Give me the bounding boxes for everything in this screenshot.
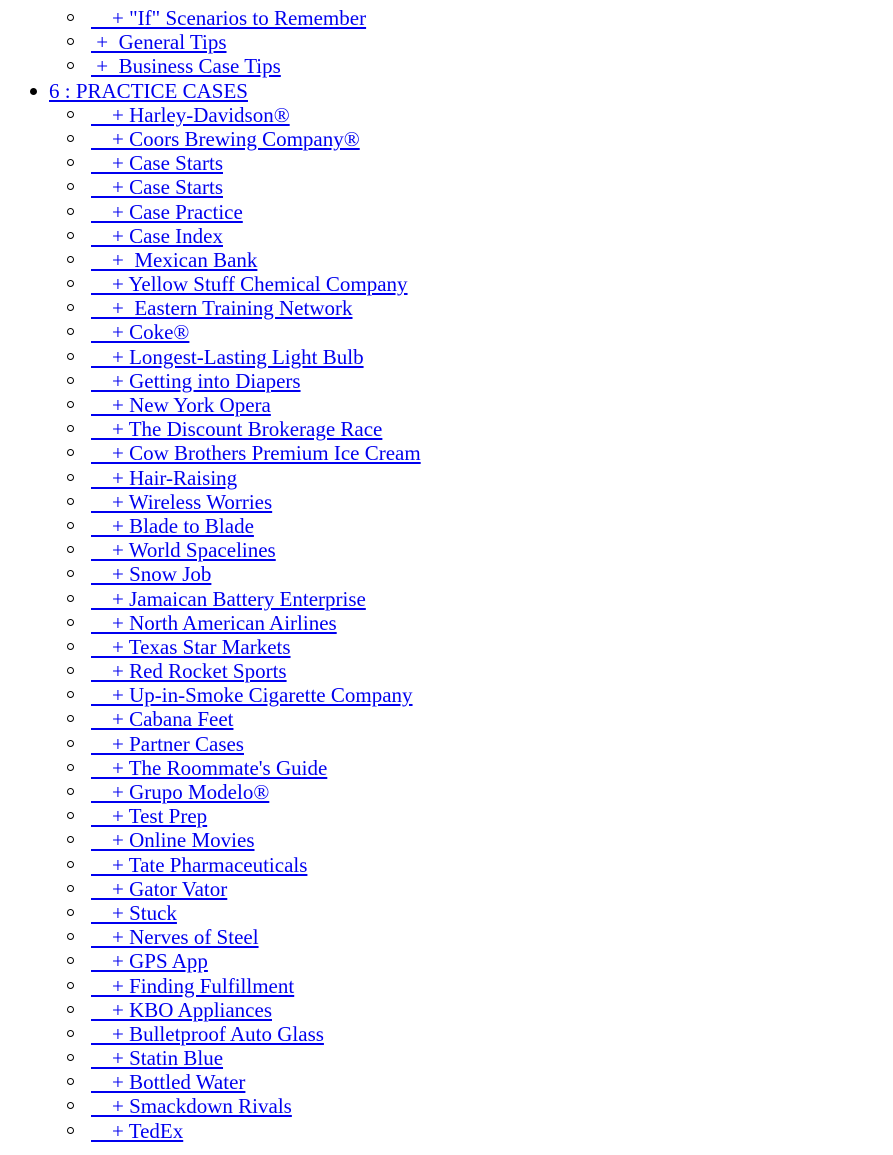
case-link[interactable]: + Case Starts xyxy=(91,175,223,200)
case-link[interactable]: + North American Airlines xyxy=(91,610,337,635)
case-link[interactable]: + Online Movies xyxy=(91,828,255,853)
case-link[interactable]: + Tate Pharmaceuticals xyxy=(91,852,308,877)
case-link[interactable]: + Harley-Davidson® xyxy=(91,102,290,127)
list-item xyxy=(0,756,893,780)
case-link[interactable]: + Bulletproof Auto Glass xyxy=(91,1021,324,1046)
list-item xyxy=(0,490,893,514)
list-item xyxy=(0,925,893,949)
case-link[interactable]: + Hair-Raising xyxy=(91,465,238,490)
list-item xyxy=(0,683,893,707)
list-item xyxy=(0,998,893,1022)
case-link[interactable]: + Mexican Bank xyxy=(91,247,258,272)
list-item xyxy=(0,1119,893,1143)
list-item xyxy=(0,224,893,248)
case-link[interactable]: + Coke® xyxy=(91,320,190,345)
list-item xyxy=(0,272,893,296)
case-link[interactable]: + Coors Brewing Company® xyxy=(91,126,360,151)
list-item xyxy=(0,828,893,852)
case-link[interactable]: + Nerves of Steel xyxy=(91,925,259,950)
list-item xyxy=(0,949,893,973)
case-link[interactable]: + Cabana Feet xyxy=(91,707,234,732)
section-sublist xyxy=(0,103,893,1143)
list-item xyxy=(0,200,893,224)
section-item xyxy=(0,79,893,103)
list-item xyxy=(0,514,893,538)
case-link[interactable]: + Business Case Tips xyxy=(91,54,281,79)
list-item xyxy=(0,780,893,804)
case-link[interactable]: + New York Opera xyxy=(91,393,271,417)
list-item xyxy=(0,417,893,441)
case-link[interactable]: + Case Index xyxy=(91,223,223,248)
case-link[interactable]: + The Discount Brokerage Race xyxy=(91,417,383,442)
case-link[interactable]: + TedEx xyxy=(91,1118,184,1143)
case-link[interactable]: + Case Starts xyxy=(91,151,223,176)
case-link[interactable]: + Longest-Lasting Light Bulb xyxy=(91,344,364,369)
toc-container xyxy=(0,6,893,1143)
case-link[interactable]: + Snow Job xyxy=(91,562,212,587)
case-link[interactable]: + GPS App xyxy=(91,949,208,974)
case-link[interactable]: + Statin Blue xyxy=(91,1046,224,1071)
case-link[interactable]: + Up-in-Smoke Cigarette Company xyxy=(91,683,413,708)
case-link[interactable]: + Getting into Diapers xyxy=(91,368,301,393)
list-item xyxy=(0,635,893,659)
list-item xyxy=(0,369,893,393)
case-link[interactable]: + Partner Cases xyxy=(91,731,244,756)
list-item xyxy=(0,345,893,369)
case-link[interactable]: + Blade to Blade xyxy=(91,513,254,538)
list-item xyxy=(0,30,893,54)
case-link[interactable]: + Smackdown Rivals xyxy=(91,1094,292,1119)
list-item xyxy=(0,151,893,175)
case-link[interactable]: + World Spacelines xyxy=(91,538,276,563)
previous-section-sublist xyxy=(0,6,893,79)
list-item xyxy=(0,659,893,683)
list-item xyxy=(0,54,893,78)
case-link[interactable]: + Stuck xyxy=(91,900,177,925)
list-item xyxy=(0,248,893,272)
list-item xyxy=(0,296,893,320)
case-link[interactable]: + Test Prep xyxy=(91,804,208,829)
case-link[interactable]: + Red Rocket Sports xyxy=(91,659,287,684)
list-item xyxy=(0,877,893,901)
section-link[interactable]: 6 : PRACTICE CASES xyxy=(49,78,248,103)
list-item xyxy=(0,320,893,344)
list-item xyxy=(0,393,893,417)
case-link[interactable]: + Grupo Modelo® xyxy=(91,780,270,804)
list-item xyxy=(0,901,893,925)
list-item xyxy=(0,466,893,490)
case-link[interactable]: + General Tips xyxy=(91,30,227,55)
list-item xyxy=(0,538,893,562)
list-item xyxy=(0,175,893,199)
list-item xyxy=(0,804,893,828)
list-item xyxy=(0,587,893,611)
case-link[interactable]: + Case Practice xyxy=(91,199,243,224)
list-item xyxy=(0,103,893,127)
case-link[interactable]: + Texas Star Markets xyxy=(91,634,291,659)
case-link[interactable]: + Yellow Stuff Chemical Company xyxy=(91,272,408,297)
case-link[interactable]: + Gator Vator xyxy=(91,876,228,901)
case-link[interactable]: + Finding Fulfillment xyxy=(91,973,295,998)
case-link[interactable]: + "If" Scenarios to Remember xyxy=(91,6,367,30)
list-item xyxy=(0,562,893,586)
list-item xyxy=(0,1094,893,1118)
list-item xyxy=(0,974,893,998)
case-link[interactable]: + KBO Appliances xyxy=(91,997,272,1022)
list-item xyxy=(0,732,893,756)
list-item xyxy=(0,6,893,30)
case-link[interactable]: + Bottled Water xyxy=(91,1070,246,1095)
case-link[interactable]: + Cow Brothers Premium Ice Cream xyxy=(91,441,421,466)
list-item xyxy=(0,1046,893,1070)
list-item xyxy=(0,1022,893,1046)
case-link[interactable]: + Jamaican Battery Enterprise xyxy=(91,586,366,611)
list-item xyxy=(0,853,893,877)
toc-section-list xyxy=(0,79,893,103)
list-item xyxy=(0,441,893,465)
list-item xyxy=(0,707,893,731)
list-item xyxy=(0,127,893,151)
case-link[interactable]: + Wireless Worries xyxy=(91,489,273,514)
case-link[interactable]: + Eastern Training Network xyxy=(91,296,353,321)
list-item xyxy=(0,1070,893,1094)
list-item xyxy=(0,611,893,635)
case-link[interactable]: + The Roommate's Guide xyxy=(91,755,328,780)
